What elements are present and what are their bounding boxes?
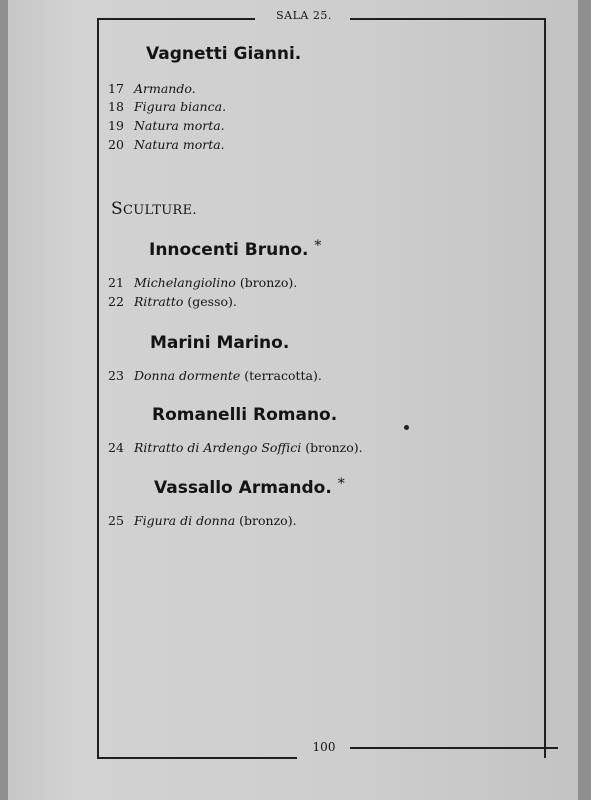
catalog-item: [108, 439, 363, 457]
catalog-item: [108, 512, 297, 530]
page-number: 100: [312, 740, 336, 754]
artist-heading: [152, 405, 337, 425]
artist-name: Romanelli Romano.: [152, 405, 338, 425]
artist-name: Vassallo Armando.: [154, 478, 332, 498]
item-material: (bronzo).: [239, 513, 297, 528]
catalog-item: [108, 274, 297, 292]
item-title: Figura di donna: [133, 513, 236, 528]
item-number: 18: [108, 99, 124, 114]
item-number: 22: [108, 294, 124, 309]
item-number: 19: [108, 118, 124, 133]
bleed-through-text: [358, 30, 568, 730]
item-title: Michelangiolino: [133, 275, 236, 290]
artist-heading: [149, 240, 321, 260]
artist-heading: [146, 44, 301, 64]
frame-rule-left: [97, 18, 99, 758]
item-title: Natura morta.: [133, 137, 225, 152]
section-initial: S: [111, 199, 123, 219]
section-heading: [111, 199, 197, 219]
artist-name: Innocenti Bruno.: [149, 240, 309, 260]
artist-name: Vagnetti Gianni.: [146, 44, 302, 64]
item-number: 17: [108, 81, 124, 96]
item-number: 25: [108, 513, 124, 528]
item-material: (bronzo).: [239, 275, 298, 290]
item-number: 20: [108, 137, 124, 152]
frame-rule-right: [544, 18, 546, 758]
section-rest: CULTURE.: [122, 203, 197, 218]
catalog-item: [108, 98, 226, 116]
item-title: Ritratto di Ardengo Soffici: [133, 440, 302, 455]
item-material: (bronzo).: [305, 440, 363, 455]
running-header: SALA 25.: [276, 9, 332, 22]
catalog-item: [108, 136, 225, 154]
frame-rule-bottom-right: [350, 747, 558, 749]
catalog-item: [108, 117, 225, 135]
item-title: Ritratto: [133, 294, 184, 309]
catalog-item: [108, 293, 237, 311]
catalog-item: [108, 80, 196, 98]
star-mark: *: [314, 238, 322, 254]
item-title: Armando.: [133, 81, 196, 96]
artist-name: Marini Marino.: [150, 333, 290, 353]
item-number: 24: [108, 440, 124, 455]
artist-heading: [154, 478, 345, 498]
item-title: Figura bianca.: [133, 99, 227, 114]
item-material: (gesso).: [187, 294, 237, 309]
item-material: (terracotta).: [244, 368, 322, 383]
ink-speck: [404, 425, 409, 430]
item-title: Donna dormente: [133, 368, 241, 383]
item-title: Natura morta.: [133, 118, 225, 133]
catalog-item: [108, 367, 322, 385]
artist-heading: [150, 333, 289, 353]
frame-rule-top-left: [97, 18, 255, 20]
frame-rule-bottom-left: [97, 757, 297, 759]
catalog-page: [8, 0, 578, 800]
item-number: 23: [108, 368, 124, 383]
item-number: 21: [108, 275, 124, 290]
star-mark: *: [337, 476, 345, 492]
frame-rule-top-right: [350, 18, 545, 20]
